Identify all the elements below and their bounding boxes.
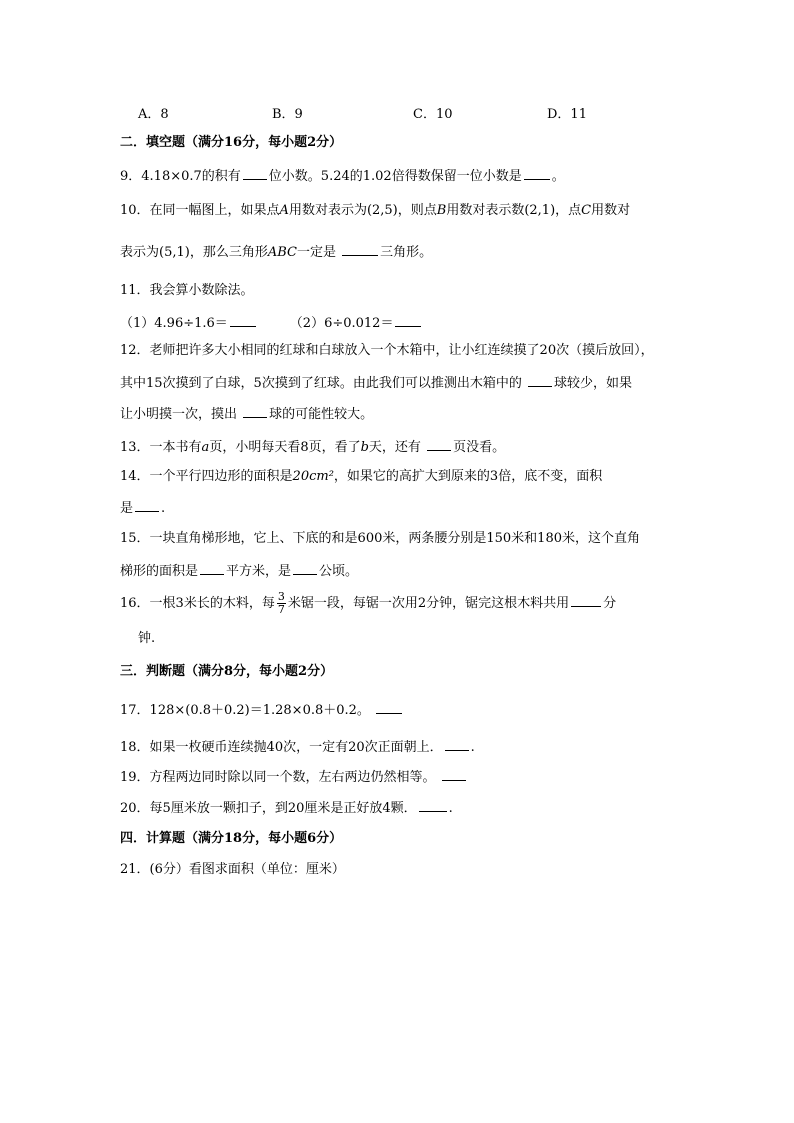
- option-a: A．8: [138, 107, 169, 122]
- answer-blank[interactable]: [135, 498, 159, 512]
- question-18: 18．如果一枚硬币连续抛40次，一定有20次正面朝上． .: [120, 737, 475, 757]
- question-20: 20．每5厘米放一颗扣子，到20厘米是正好放4颗． .: [120, 798, 453, 818]
- answer-blank[interactable]: [342, 242, 378, 256]
- question-12-line-2: 其中15次摸到了白球，5次摸到了红球。由此我们可以推测出木箱中的 球较少，如果: [120, 373, 632, 393]
- question-12-line-1: 12．老师把许多大小相同的红球和白球放入一个木箱中，让小红连续摸了20次（摸后放回），: [120, 343, 654, 358]
- answer-blank[interactable]: [243, 166, 267, 180]
- answer-blank[interactable]: [230, 313, 256, 327]
- answer-blank[interactable]: [376, 700, 402, 714]
- answer-blank[interactable]: [427, 437, 451, 451]
- option-c: C．10: [413, 107, 453, 122]
- answer-blank[interactable]: [243, 404, 267, 418]
- question-16-line-1: 16．一根3米长的木料，每 $\frac{3}{7}$ 米锯一段，每锯一次用2分钟，锯完这根木料共用 分: [120, 590, 617, 616]
- question-17: 17．128×(0.8＋0.2)＝1.28×0.8＋0.2。: [120, 700, 404, 720]
- question-10-line-2: 表示为(5,1)，那么三角形ABC一定是 三角形。: [120, 242, 432, 262]
- question-19: 19．方程两边同时除以同一个数，左右两边仍然相等。: [120, 767, 468, 787]
- answer-blank[interactable]: [571, 593, 601, 607]
- question-10-line-1: 10．在同一幅图上，如果点A用数对表示为(2,5)，则点B用数对表示数(2,1)，点C用数对: [120, 203, 631, 218]
- question-11-parts: （1）4.96÷1.6＝ （2）6÷0.012＝: [120, 313, 423, 333]
- question-15-line-1: 15．一块直角梯形地，它上、下底的和是600米，两条腰分别是150米和180米，这个直角: [120, 531, 640, 546]
- answer-blank[interactable]: [200, 561, 224, 575]
- option-b: B．9: [272, 107, 303, 122]
- question-16-line-2: 钟.: [138, 631, 156, 646]
- answer-blank[interactable]: [528, 373, 552, 387]
- option-d: D．11: [547, 107, 587, 122]
- question-14-line-1: 14．一个平行四边形的面积是20cm²，如果它的高扩大到原来的3倍，底不变，面积: [120, 469, 603, 484]
- question-14-line-2: 是 .: [120, 498, 165, 518]
- question-12-line-3: 让小明摸一次，摸出 球的可能性较大。: [120, 404, 373, 424]
- question-21: 21．(6分）看图求面积（单位：厘米）: [120, 862, 345, 877]
- section-title-fill-in: 二．填空题（满分16分，每小题2分）: [120, 135, 343, 150]
- fraction-three-sevenths: $\frac{3}{7}$: [277, 590, 285, 616]
- question-15-line-2: 梯形的面积是 平方米，是 公顷。: [120, 561, 358, 581]
- answer-blank[interactable]: [419, 798, 447, 812]
- answer-blank[interactable]: [524, 166, 550, 180]
- answer-blank[interactable]: [445, 737, 469, 751]
- answer-blank[interactable]: [395, 313, 421, 327]
- section-title-calculation: 四．计算题（满分18分，每小题6分）: [120, 831, 343, 846]
- section-title-true-false: 三．判断题（满分8分，每小题2分）: [120, 664, 334, 679]
- question-9: 9．4.18×0.7的积有 位小数。5.24的1.02倍得数保留一位小数是 。: [120, 166, 565, 186]
- question-11: 11．我会算小数除法。: [120, 283, 254, 298]
- answer-blank[interactable]: [293, 561, 317, 575]
- answer-blank[interactable]: [442, 767, 466, 781]
- question-13: 13．一本书有a页，小明每天看8页，看了b天，还有 页没看。: [120, 437, 505, 457]
